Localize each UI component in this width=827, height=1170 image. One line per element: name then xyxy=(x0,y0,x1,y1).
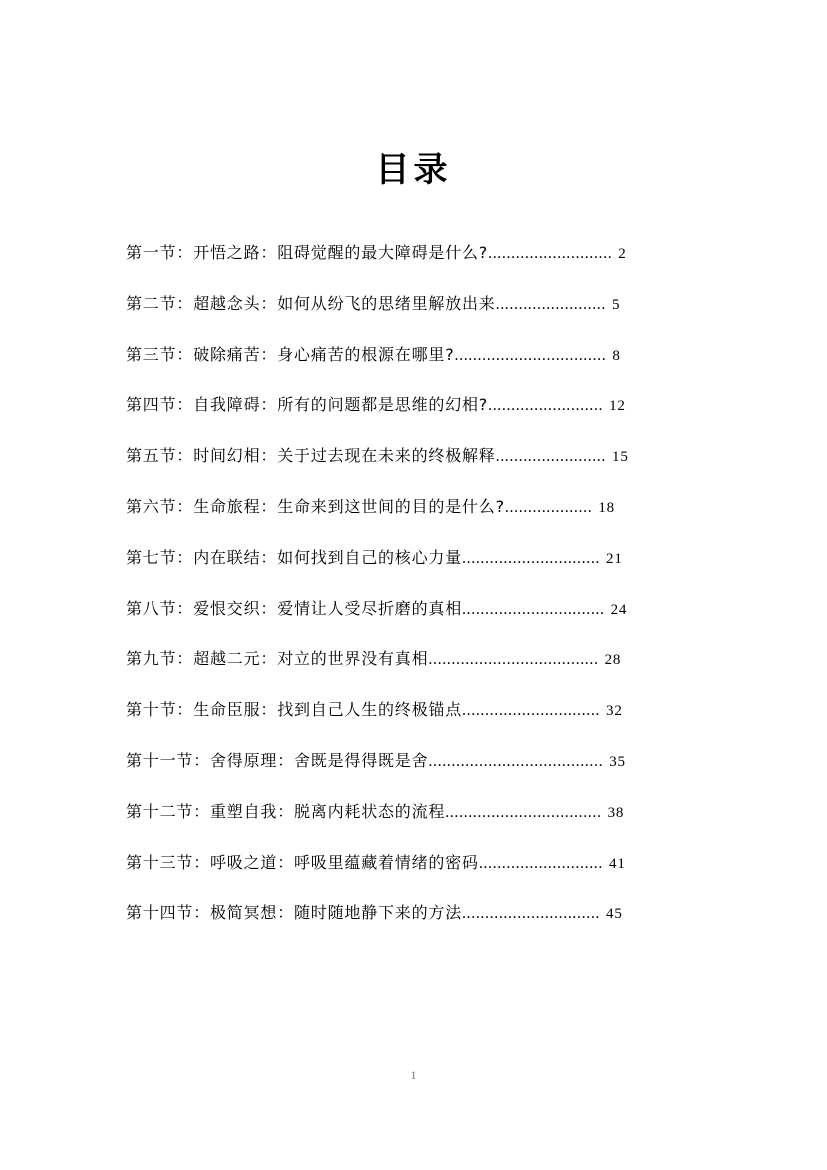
toc-entry-2[interactable] xyxy=(126,291,706,342)
toc-leader-dots: ......................... xyxy=(488,397,604,415)
toc-page-number: 38 xyxy=(607,804,625,821)
toc-entry-12[interactable] xyxy=(126,799,706,850)
toc-leader-dots: .............................. xyxy=(462,905,601,923)
toc-page-number: 2 xyxy=(618,246,627,262)
toc-entry-label: 第五节：时间幻相：关于过去现在未来的终极解释 xyxy=(126,446,496,466)
toc-page-number: 28 xyxy=(604,652,622,669)
toc-page-number: 45 xyxy=(606,906,623,923)
toc-entry-label: 第四节：自我障碍：所有的问题都是思维的幻相? xyxy=(126,395,489,415)
toc-page-number: 8 xyxy=(612,347,621,364)
toc-leader-dots: ........................ xyxy=(495,295,607,313)
footer-page-number: 1 xyxy=(410,1068,417,1082)
toc-entry-9[interactable] xyxy=(126,646,706,697)
toc-page-number: 32 xyxy=(606,703,623,720)
toc-page-number: 5 xyxy=(612,296,621,313)
toc-entry-11[interactable] xyxy=(126,748,706,799)
toc-entry-3[interactable] xyxy=(126,342,706,393)
toc-entry-6[interactable] xyxy=(126,494,706,545)
toc-entry-4[interactable] xyxy=(126,392,706,443)
toc-page-number: 24 xyxy=(610,601,628,618)
toc-entry-label: 第十四节：极简冥想：随时随地静下来的方法 xyxy=(126,903,463,923)
toc-page-number: 41 xyxy=(609,855,626,872)
toc-page-number: 18 xyxy=(598,499,615,516)
toc-leader-dots: .............................. xyxy=(462,702,601,720)
toc-leader-dots: ........................ xyxy=(495,448,607,466)
toc-leader-dots: ............................... xyxy=(462,600,605,618)
toc-entry-label: 第八节：爱恨交织：爱情让人受尽折磨的真相 xyxy=(126,598,463,618)
toc-leader-dots: ................... xyxy=(504,498,593,516)
toc-entry-7[interactable] xyxy=(126,545,706,596)
toc-entry-label: 第十一节：舍得原理：舍既是得得既是舍 xyxy=(126,750,429,770)
toc-entry-label: 第十节：生命臣服：找到自己人生的终极锚点 xyxy=(126,700,463,720)
toc-entry-13[interactable] xyxy=(126,850,706,901)
toc-entry-label: 第十二节：重塑自我：脱离内耗状态的流程 xyxy=(126,801,446,821)
toc-page-number: 21 xyxy=(606,550,623,567)
table-of-contents xyxy=(126,240,706,951)
toc-entry-label: 第十三节：呼吸之道：呼吸里蕴藏着情绪的密码 xyxy=(126,852,479,872)
toc-page-number: 35 xyxy=(609,753,626,770)
toc-entry-label: 第九节：超越二元：对立的世界没有真相 xyxy=(126,649,429,669)
toc-leader-dots: ...................................... xyxy=(428,752,604,770)
toc-entry-5[interactable] xyxy=(126,443,706,494)
toc-page-number: 12 xyxy=(609,398,626,415)
toc-entry-label: 第七节：内在联结：如何找到自己的核心力量 xyxy=(126,547,463,567)
toc-entry-label: 第二节：超越念头：如何从纷飞的思绪里解放出来 xyxy=(126,293,496,313)
toc-leader-dots: ........................... xyxy=(478,854,604,872)
page-title: 目录 xyxy=(375,150,452,190)
toc-entry-1[interactable] xyxy=(126,240,706,291)
toc-leader-dots: ..................................... xyxy=(428,651,599,669)
toc-entry-label: 第一节：开悟之路：阻碍觉醒的最大障碍是什么? xyxy=(126,243,489,262)
toc-entry-label: 第六节：生命旅程：生命来到这世间的目的是什么? xyxy=(126,496,505,516)
toc-leader-dots: .............................. xyxy=(462,549,601,567)
toc-entry-10[interactable] xyxy=(126,697,706,748)
toc-entry-14[interactable] xyxy=(126,900,706,951)
toc-entry-8[interactable] xyxy=(126,596,706,647)
toc-page-number: 15 xyxy=(612,449,629,466)
toc-leader-dots: ................................. xyxy=(454,346,607,364)
toc-leader-dots: ........................... xyxy=(488,245,613,262)
toc-entry-label: 第三节：破除痛苦：身心痛苦的根源在哪里? xyxy=(126,344,455,364)
toc-leader-dots: .................................. xyxy=(445,803,602,821)
